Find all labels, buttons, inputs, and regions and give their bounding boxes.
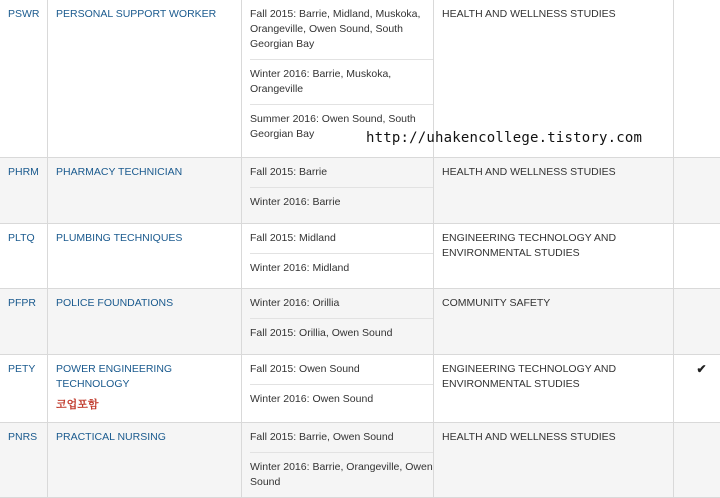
session-item: Winter 2016: Barrie, Muskoka, Orangeville bbox=[250, 67, 433, 105]
sessions-cell bbox=[242, 158, 434, 224]
session-item: Fall 2015: Barrie bbox=[250, 165, 433, 188]
program-title-cell bbox=[48, 355, 242, 423]
program-title-link[interactable]: PLUMBING TECHNIQUES bbox=[56, 232, 182, 244]
program-title-link[interactable]: PHARMACY TECHNICIAN bbox=[56, 166, 182, 178]
sessions-cell bbox=[242, 289, 434, 355]
session-item: Fall 2015: Barrie, Midland, Muskoka, Orangeville, Owen Sound, South Georgian Bay bbox=[250, 7, 433, 60]
school-cell: ENGINEERING TECHNOLOGY AND ENVIRONMENTAL STUDIES bbox=[434, 355, 674, 423]
table-row bbox=[0, 423, 720, 498]
table-row bbox=[0, 224, 720, 289]
program-title-link[interactable]: PERSONAL SUPPORT WORKER bbox=[56, 8, 216, 20]
program-code-link[interactable]: PETY bbox=[8, 363, 35, 375]
session-item: Fall 2015: Orillia, Owen Sound bbox=[250, 326, 433, 348]
session-item: Winter 2016: Barrie, Orangeville, Owen Sound bbox=[250, 460, 433, 497]
program-code-cell bbox=[0, 423, 48, 498]
program-code-link[interactable]: PFPR bbox=[8, 297, 36, 309]
sessions-cell bbox=[242, 355, 434, 423]
program-title-cell bbox=[48, 224, 242, 289]
school-cell: HEALTH AND WELLNESS STUDIES bbox=[434, 158, 674, 224]
table-row bbox=[0, 289, 720, 355]
session-item: Fall 2015: Barrie, Owen Sound bbox=[250, 430, 433, 453]
sessions-cell bbox=[242, 224, 434, 289]
checkmark-cell bbox=[674, 423, 720, 498]
program-title-link[interactable]: POWER ENGINEERING TECHNOLOGY bbox=[56, 363, 172, 390]
checkmark-icon: ✔ bbox=[696, 362, 706, 376]
table-row bbox=[0, 355, 720, 423]
program-code-link[interactable]: PSWR bbox=[8, 8, 40, 20]
program-title-cell bbox=[48, 158, 242, 224]
watermark-url: http://uhakencollege.tistory.com bbox=[366, 130, 642, 146]
session-item: Fall 2015: Midland bbox=[250, 231, 433, 254]
program-title-link[interactable]: POLICE FOUNDATIONS bbox=[56, 297, 173, 309]
program-code-cell bbox=[0, 0, 48, 158]
program-code-link[interactable]: PLTQ bbox=[8, 232, 35, 244]
sessions-cell bbox=[242, 423, 434, 498]
checkmark-cell bbox=[674, 158, 720, 224]
program-title-cell bbox=[48, 289, 242, 355]
school-cell: COMMUNITY SAFETY bbox=[434, 289, 674, 355]
session-item: Winter 2016: Barrie bbox=[250, 195, 433, 217]
program-title-cell bbox=[48, 0, 242, 158]
program-code-cell bbox=[0, 158, 48, 224]
program-code-cell bbox=[0, 355, 48, 423]
program-code-cell bbox=[0, 289, 48, 355]
program-code-cell bbox=[0, 224, 48, 289]
session-item: Winter 2016: Midland bbox=[250, 261, 433, 283]
coop-note: 코업포함 bbox=[56, 398, 241, 413]
program-title-cell bbox=[48, 423, 242, 498]
school-cell: HEALTH AND WELLNESS STUDIES bbox=[434, 423, 674, 498]
checkmark-cell bbox=[674, 289, 720, 355]
session-item: Fall 2015: Owen Sound bbox=[250, 362, 433, 385]
school-cell: HEALTH AND WELLNESS STUDIES bbox=[434, 0, 674, 158]
program-code-link[interactable]: PNRS bbox=[8, 431, 37, 443]
checkmark-cell bbox=[674, 355, 720, 423]
session-item: Winter 2016: Orillia bbox=[250, 296, 433, 319]
checkmark-cell bbox=[674, 224, 720, 289]
session-item: Summer 2016: Owen Sound, South Georgian Bay bbox=[250, 112, 433, 149]
program-title-link[interactable]: PRACTICAL NURSING bbox=[56, 431, 166, 443]
school-cell: ENGINEERING TECHNOLOGY AND ENVIRONMENTAL STUDIES bbox=[434, 224, 674, 289]
program-code-link[interactable]: PHRM bbox=[8, 166, 39, 178]
table-row bbox=[0, 158, 720, 224]
session-item: Winter 2016: Owen Sound bbox=[250, 392, 433, 414]
checkmark-cell bbox=[674, 0, 720, 158]
